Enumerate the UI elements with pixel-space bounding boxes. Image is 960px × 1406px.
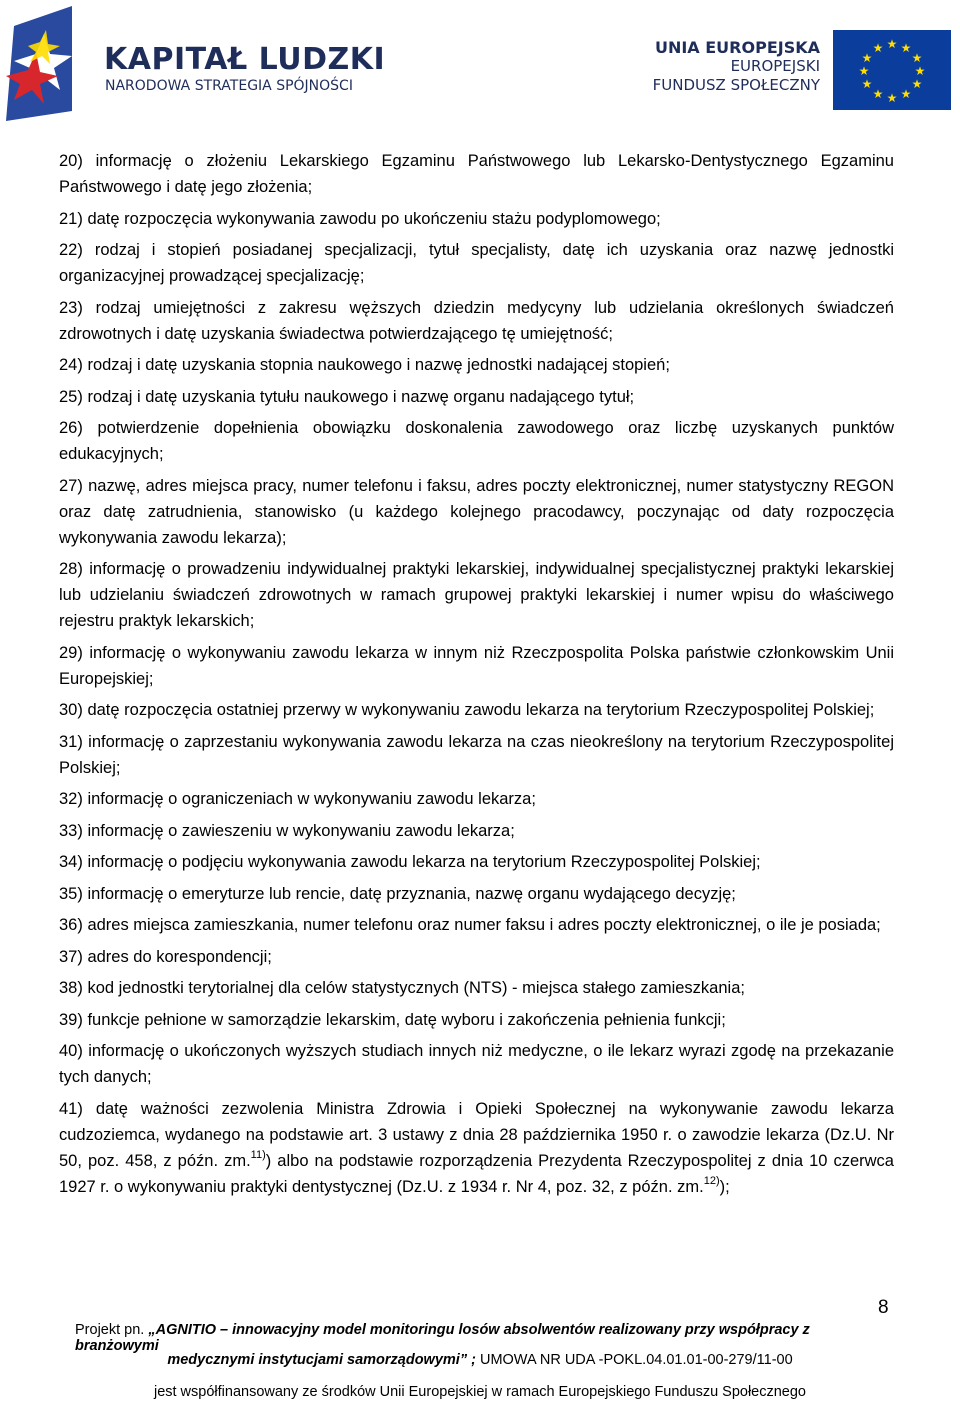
footnote-ref-11: 11) [250,1149,266,1161]
svg-text:★: ★ [861,51,873,65]
list-item: 22) rodzaj i stopień posiadanej specjalizacji, tytuł specjalisty, datę ich uzyskania oraz nazwę jednostki organizacyjnej prowadzącej specjalizację; [59,241,894,285]
svg-text:★: ★ [861,77,873,91]
list-item: 21) datę rozpoczęcia wykonywania zawodu po ukończeniu stażu podyplomowego; [59,209,661,228]
footer-line-1: Projekt pn. „AGNITIO – innowacyjny model monitoringu losów absolwentów realizowany przy współpracy z branżowymi [75,1322,810,1354]
svg-text:★: ★ [872,41,884,55]
list-item: 20) informację o złożeniu Lekarskiego Egzaminu Państwowego lub Lekarsko-Dentystycznego Egzaminu Państwowego i datę jego złożenia; [59,152,894,196]
list-item: 38) kod jednostki terytorialnej dla celów statystycznych (NTS) - miejsca stałego zamieszkania; [59,979,745,997]
page-number: 8 [878,1297,889,1318]
svg-text:★: ★ [886,91,898,105]
list-item: 37) adres do korespondencji; [59,947,272,966]
list-item: 33) informację o zawieszeniu w wykonywaniu zawodu lekarza; [59,821,515,840]
svg-text:★: ★ [914,64,926,78]
document-body [59,148,894,1205]
kapital-ludzki-subtitle: NARODOWA STRATEGIA SPÓJNOŚCI [105,78,353,94]
footer-line-2: medycznymi instytucjami samorządowymi” ; UMOWA NR UDA -POKL.04.01.01-00-279/11-00 [167,1352,793,1368]
list-item: 26) potwierdzenie dopełnienia obowiązku doskonalenia zawodowego oraz liczbę uzyskanych punktów edukacyjnych; [59,419,894,463]
list-item: 36) adres miejsca zamieszkania, numer telefonu oraz numer faksu i adres poczty elektronicznej, o ile je posiada; [59,916,881,934]
eu-flag-icon [833,30,951,110]
kapital-ludzki-title: KAPITAŁ LUDZKI [104,42,386,77]
list-item: 27) nazwę, adres miejsca pracy, numer telefonu i faksu, adres poczty elektronicznej, numer statystyczny REGON oraz datę zatrudnienia, stanowisko (u każdego kolejnego pracodawcy, poczynając od daty rozpoczęcia wykonywania zawodu lekarza); [59,476,894,547]
list-item: 39) funkcje pełnione w samorządzie lekarskim, datę wyboru i zakończenia pełnienia funkcji; [59,1010,726,1029]
svg-text:★: ★ [911,77,923,91]
list-item: 23) rodzaj umiejętności z zakresu węższych dziedzin medycyny lub udzielania określonych świadczeń zdrowotnych i datę uzyskania świadectwa potwierdzającego tę umiejętność; [59,298,894,343]
list-item: 32) informację o ograniczeniach w wykonywaniu zawodu lekarza; [59,790,536,808]
footer-line-3: jest współfinansowany ze środków Unii Europejskiej w ramach Europejskiego Funduszu Społecznego [153,1384,807,1400]
list-item: 29) informację o wykonywaniu zawodu lekarza w innym niż Rzeczpospolita Polska państwie członkowskim Unii Europejskiej; [59,643,894,688]
list-item: 24) rodzaj i datę uzyskania stopnia naukowego i nazwę jednostki nadającej stopień; [59,356,670,374]
list-item: 31) informację o zaprzestaniu wykonywania zawodu lekarza na czas nieokreślony na terytorium Rzeczypospolitej Polskiej; [59,732,894,777]
kapital-ludzki-star-logo [6,6,81,121]
list-item: 34) informację o podjęciu wykonywania zawodu lekarza na terytorium Rzeczypospolitej Polskiej; [59,853,761,871]
svg-text:★: ★ [911,51,923,65]
footnote-ref-12: 12) [703,1175,720,1187]
ue-line3: FUNDUSZ SPOŁECZNY [652,76,820,94]
svg-text:★: ★ [886,37,898,51]
list-item: 28) informację o prowadzeniu indywidualnej praktyki lekarskiej, indywidualnej specjalistycznej praktyki lekarskiej lub udzielaniu świadczeń zdrowotnych w ramach grupowej praktyki lekarskiej i numer wpisu do właściwego rejestru praktyk lekarskich; [59,560,894,630]
svg-text:★: ★ [858,64,870,78]
svg-text:★: ★ [900,41,912,55]
svg-text:★: ★ [900,87,912,101]
ue-line2: EUROPEJSKI [730,57,820,75]
list-item: 30) datę rozpoczęcia ostatniej przerwy w wykonywaniu zawodu lekarza na terytorium Rzeczypospolitej Polskiej; [59,701,875,719]
ue-line1: UNIA EUROPEJSKA [654,38,820,57]
page-header [0,0,960,125]
list-item-41: 41) datę ważności zezwolenia Ministra Zdrowia i Opieki Społecznej na wykonywanie zawodu lekarza cudzoziemca, wydanego na podstawie art. 3 ustawy z dnia 28 października 1950 r. o zawodzie lekarza (Dz.U. Nr 50, poz. 458, z późn. zm.$^{11)}$) albo na podstawie rozporządzenia Prezydenta Rzeczypospolitej z dnia 10 czerwca 1927 r. o wykonywaniu praktyki dentystycznej (Dz.U. z 1934 r. Nr 4, poz. 32, z późn. zm.$^{12)}$); [59,1099,894,1196]
list-item: 40) informację o ukończonych wyższych studiach innych niż medyczne, o ile lekarz wyrazi zgodę na przekazanie tych danych; [59,1042,894,1086]
list-item: 35) informację o emeryturze lub rencie, datę przyznania, nazwę organu wydającego decyzję; [59,884,736,903]
svg-text:★: ★ [872,87,884,101]
list-item: 25) rodzaj i datę uzyskania tytułu naukowego i nazwę organu nadającego tytuł; [59,387,635,406]
eu-fund-text [640,38,820,95]
